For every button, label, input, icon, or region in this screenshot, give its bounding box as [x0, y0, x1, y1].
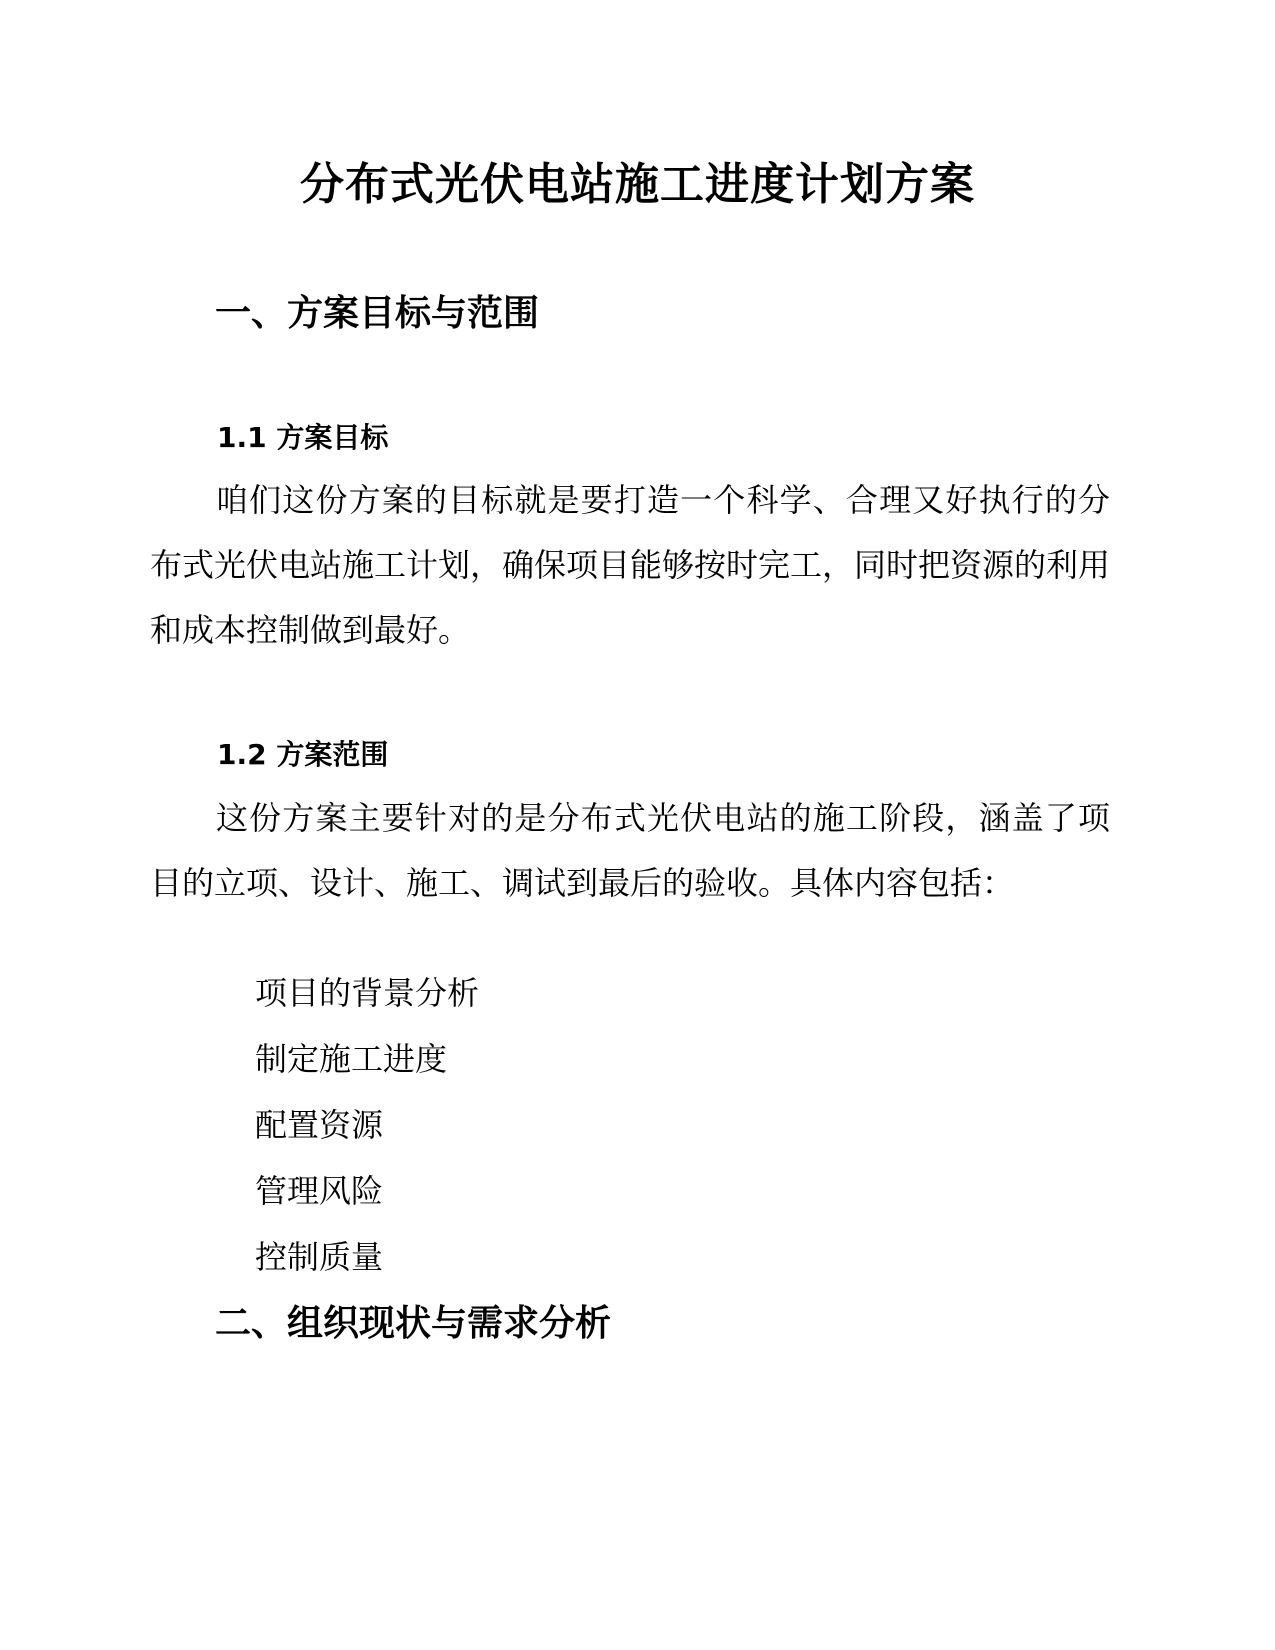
section-1-heading: 一、方案目标与范围 [215, 293, 540, 334]
subsection-1-2-heading: 1.2 方案范围 [217, 738, 389, 771]
section-2-heading: 二、组织现状与需求分析 [215, 1303, 612, 1344]
list-item: 项目的背景分析 [255, 974, 480, 1012]
subsection-1-1-paragraph: 咱们这份方案的目标就是要打造一个科学、合理又好执行的分布式光伏电站施工计划，确保项目能够按时完工，同时把资源的利用和成本控制做到最好。 [150, 481, 1111, 649]
list-item: 管理风险 [255, 1172, 384, 1210]
scope-list [255, 960, 479, 1290]
list-item: 控制质量 [255, 1238, 384, 1276]
document-title: 分布式光伏电站施工进度计划方案 [300, 159, 975, 210]
list-item: 制定施工进度 [255, 1040, 448, 1078]
subsection-1-1-heading: 1.1 方案目标 [217, 421, 389, 454]
subsection-1-2-paragraph: 这份方案主要针对的是分布式光伏电站的施工阶段，涵盖了项目的立项、设计、施工、调试到最后的验收。具体内容包括： [150, 799, 1110, 902]
list-item: 配置资源 [255, 1106, 384, 1144]
